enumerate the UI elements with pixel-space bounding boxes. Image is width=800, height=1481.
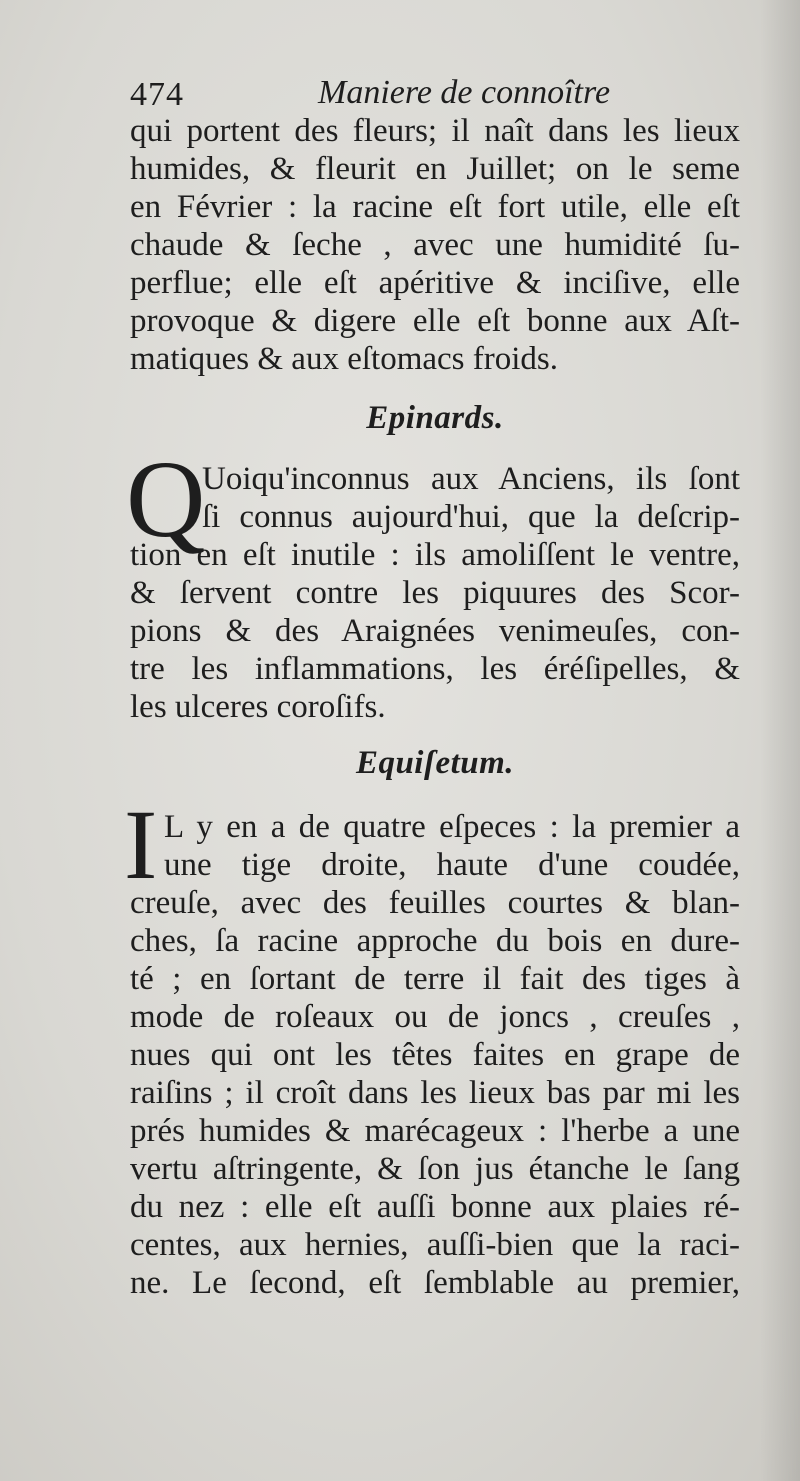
- text-line: vertu aſtringente, & ſon jus étanche le ſang: [130, 1151, 740, 1187]
- text-line: en Février : la racine eſt fort utile, elle eſt: [130, 189, 740, 225]
- section-title-epinards: Epinards.: [366, 400, 504, 436]
- text-line: du nez : elle eſt auſſi bonne aux plaies ré-: [130, 1189, 740, 1225]
- page-header: [130, 76, 740, 116]
- text-line: tre les inflammations, les éréſipelles, &: [130, 651, 740, 687]
- running-head: Maniere de connoître: [318, 74, 611, 111]
- text-line: prés humides & marécageux : l'herbe a une: [130, 1113, 740, 1149]
- text-line: mode de roſeaux ou de joncs , creuſes ,: [130, 999, 740, 1035]
- text-line: creuſe, avec des feuilles courtes & blan-: [130, 885, 740, 921]
- text-line: té ; en ſortant de terre il fait des tiges à: [130, 961, 740, 997]
- drop-cap: I: [124, 789, 158, 900]
- text-line: qui portent des fleurs; il naît dans les lieux: [130, 113, 740, 149]
- section-body-equisetum: [124, 789, 740, 1308]
- text-line: perflue; elle eſt apéritive & inciſive, elle: [130, 265, 740, 301]
- text-line: humides, & fleurit en Juillet; on le seme: [130, 151, 740, 187]
- intro-paragraph: [130, 112, 740, 382]
- section-title-equisetum: Equiſetum.: [355, 745, 515, 781]
- page-shadow: [760, 0, 800, 1481]
- text-line: une tige droite, haute d'une coudée,: [164, 847, 740, 883]
- section-body-epinards: [126, 438, 740, 730]
- text-line: tion en eſt inutile : ils amoliſſent le ventre,: [130, 537, 740, 573]
- text-line: les ulceres coroſifs.: [130, 689, 386, 725]
- text-line: ne. Le ſecond, eſt ſemblable au premier,: [130, 1265, 740, 1301]
- text-line: ches, ſa racine approche du bois en dure-: [130, 923, 740, 959]
- text-line: provoque & digere elle eſt bonne aux Aſt-: [130, 303, 740, 339]
- text-line: Uoiqu'inconnus aux Anciens, ils ſont: [202, 461, 740, 497]
- text-line: matiques & aux eſtomacs froids.: [130, 341, 558, 377]
- text-line: raiſins ; il croît dans les lieux bas par mi les: [130, 1075, 740, 1111]
- text-line: pions & des Araignées venimeuſes, con-: [130, 613, 740, 649]
- page-number: 474: [130, 76, 184, 113]
- text-line: nues qui ont les têtes faites en grape de: [130, 1037, 740, 1073]
- text-line: ſi connus aujourd'hui, que la deſcrip-: [202, 499, 740, 535]
- text-line: & ſervent contre les piquures des Scor-: [130, 575, 740, 611]
- text-line: L y en a de quatre eſpeces : la premier a: [164, 809, 740, 845]
- text-line: centes, aux hernies, auſſi-bien que la raci-: [130, 1227, 740, 1263]
- drop-cap: Q: [126, 438, 206, 560]
- text-line: chaude & ſeche , avec une humidité ſu-: [130, 227, 740, 263]
